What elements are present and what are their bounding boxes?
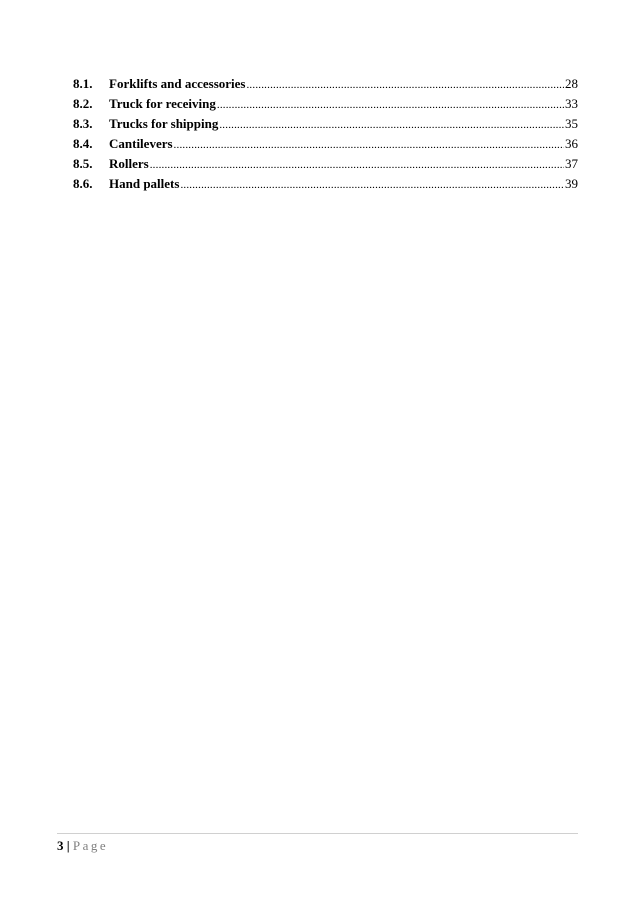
toc-entry-number: 8.4.	[73, 136, 93, 151]
toc-dot-leader	[150, 155, 564, 175]
page-footer	[57, 837, 108, 855]
toc-entry-number: 8.3.	[73, 116, 93, 131]
table-of-contents	[73, 74, 578, 194]
footer-page-label: Page	[72, 838, 109, 853]
toc-entry-page: 35	[565, 116, 578, 131]
footer-separator: |	[66, 838, 70, 853]
toc-dot-leader	[246, 75, 564, 95]
toc-entry-title: Forklifts and accessories	[109, 76, 246, 91]
toc-dot-leader	[174, 135, 564, 155]
toc-entry-forklifts[interactable]	[73, 74, 578, 94]
toc-entry-page: 39	[565, 176, 578, 191]
toc-entry-title: Hand pallets	[109, 176, 180, 191]
toc-entry-number: 8.1.	[73, 76, 93, 91]
footer-divider	[57, 833, 578, 834]
toc-entry-title: Rollers	[109, 156, 149, 171]
toc-entry-page: 33	[565, 96, 578, 111]
toc-entry-page: 36	[565, 136, 578, 151]
toc-entry-number: 8.6.	[73, 176, 93, 191]
toc-entry-hand-pallets[interactable]	[73, 174, 578, 194]
toc-dot-leader	[219, 115, 564, 135]
toc-entry-title: Cantilevers	[109, 136, 173, 151]
toc-entry-rollers[interactable]	[73, 154, 578, 174]
toc-entry-title: Truck for receiving	[109, 96, 216, 111]
toc-entry-cantilevers[interactable]	[73, 134, 578, 154]
toc-dot-leader	[217, 95, 564, 115]
toc-entry-page: 28	[565, 76, 578, 91]
footer-page-number: 3	[57, 838, 64, 853]
toc-entry-number: 8.5.	[73, 156, 93, 171]
toc-entry-truck-receiving[interactable]	[73, 94, 578, 114]
toc-entry-number: 8.2.	[73, 96, 93, 111]
toc-entry-page: 37	[565, 156, 578, 171]
toc-entry-title: Trucks for shipping	[109, 116, 219, 131]
toc-dot-leader	[180, 175, 564, 195]
toc-entry-trucks-shipping[interactable]	[73, 114, 578, 134]
